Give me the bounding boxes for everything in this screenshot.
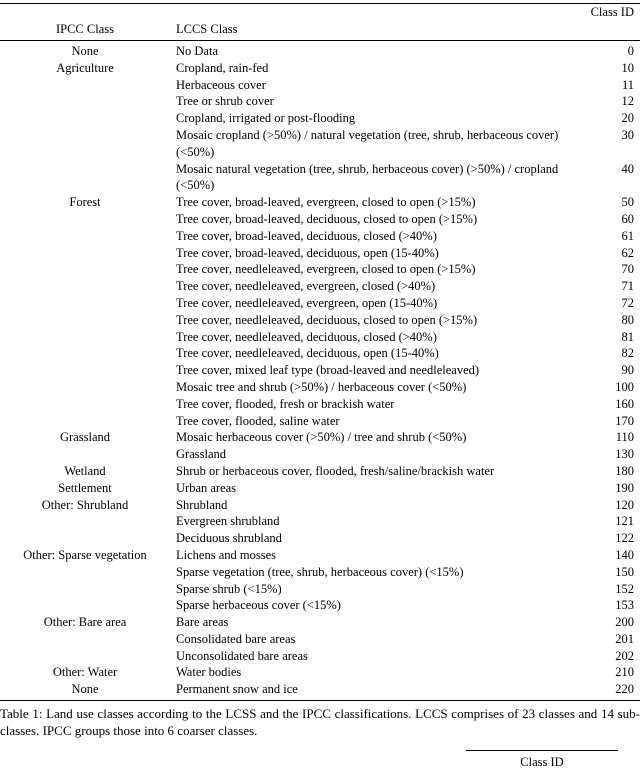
cell-ipcc-class [0, 597, 170, 614]
cell-ipcc-class: Forest [69, 195, 101, 210]
cell-lccs-class: Evergreen shrubland [176, 514, 280, 529]
cell-lccs-class: Permanent snow and ice [170, 681, 575, 700]
table-row [0, 581, 640, 598]
table-row [0, 547, 640, 564]
table-row [0, 345, 640, 362]
header-row-top [0, 4, 640, 22]
cell-class-id: 121 [615, 514, 634, 529]
cell-class-id: 40 [621, 161, 634, 176]
cell-class-id: 0 [627, 44, 634, 58]
cell-lccs-class: Lichens and mosses [176, 547, 276, 562]
cell-ipcc-class: Grassland [60, 430, 110, 445]
table-row [0, 110, 640, 127]
header-ipcc-class: IPCC Class [0, 21, 170, 41]
cell-ipcc-class [0, 631, 170, 648]
table-row [0, 664, 640, 681]
cell-class-id: 200 [615, 615, 634, 630]
next-table-partial [466, 750, 618, 768]
cell-ipcc-class [0, 530, 170, 547]
cell-lccs-class: Tree cover, needleleaved, evergreen, closed (>40%) [176, 279, 436, 294]
cell-ipcc-class [0, 379, 170, 396]
cell-class-id: 50 [621, 195, 634, 210]
table-row [0, 362, 640, 379]
cell-ipcc-class: None [0, 681, 170, 700]
cell-ipcc-class [0, 648, 170, 665]
cell-lccs-class: Deciduous shrubland [176, 531, 282, 546]
table-row [0, 497, 640, 514]
cell-class-id: 201 [615, 631, 634, 646]
cell-lccs-class: Mosaic natural vegetation (tree, shrub, herbaceous cover) (>50%) / cropland (<50%) [176, 161, 559, 193]
cell-ipcc-class [0, 345, 170, 362]
cell-class-id: 11 [621, 77, 634, 92]
table-row [0, 429, 640, 446]
cell-class-id: 160 [615, 396, 634, 411]
cell-lccs-class: Unconsolidated bare areas [176, 648, 308, 663]
cell-ipcc-class: Other: Bare area [43, 615, 127, 630]
cell-class-id: 62 [621, 245, 634, 260]
table-row [0, 513, 640, 530]
table-row [0, 530, 640, 547]
cell-ipcc-class [0, 413, 170, 430]
cell-lccs-class: Tree cover, flooded, saline water [176, 413, 340, 428]
cell-lccs-class: Tree cover, needleleaved, evergreen, closed to open (>15%) [176, 262, 476, 277]
cell-ipcc-class [0, 362, 170, 379]
table-row [0, 480, 640, 497]
cell-lccs-class: Mosaic cropland (>50%) / natural vegetation (tree, shrub, herbaceous cover) (<50%) [176, 127, 559, 159]
cell-class-id: 140 [615, 547, 634, 562]
cell-lccs-class: Mosaic tree and shrub (>50%) / herbaceous cover (<50%) [176, 379, 467, 394]
cell-lccs-class: Shrubland [176, 497, 228, 512]
cell-ipcc-class: Wetland [64, 463, 106, 478]
table-row [0, 681, 640, 700]
land-use-classes-table [0, 3, 640, 701]
cell-ipcc-class: Other: Water [52, 665, 118, 680]
cell-lccs-class: Tree cover, needleleaved, evergreen, open (15-40%) [176, 295, 438, 310]
cell-ipcc-class [0, 211, 170, 228]
header-lccs-class: LCCS Class [170, 21, 575, 41]
cell-class-id: 30 [621, 127, 634, 142]
table-row [0, 194, 640, 211]
table-row [0, 614, 640, 631]
header-row-bottom [0, 21, 640, 41]
cell-ipcc-class [0, 228, 170, 245]
cell-lccs-class: Sparse vegetation (tree, shrub, herbaceous cover) (<15%) [176, 564, 464, 579]
cell-class-id: 61 [621, 228, 634, 243]
cell-lccs-class: Herbaceous cover [176, 77, 266, 92]
table-row [0, 278, 640, 295]
cell-lccs-class: Shrub or herbaceous cover, flooded, fresh/saline/brackish water [176, 463, 495, 478]
cell-lccs-class: Sparse herbaceous cover (<15%) [176, 598, 341, 613]
cell-lccs-class: Grassland [176, 447, 226, 462]
table-row [0, 245, 640, 262]
cell-lccs-class: Bare areas [176, 615, 229, 630]
cell-ipcc-class [0, 161, 170, 195]
cell-lccs-class: Cropland, irrigated or post-flooding [176, 111, 356, 126]
table-caption: Table 1: Land use classes according to the LCSS and the IPCC classifications. LCCS comprises of 23 classes and 14 sub-classes. IPCC groups those into 6 coarser classes. [0, 706, 640, 739]
cell-class-id: 170 [615, 413, 634, 428]
cell-class-id: 72 [621, 295, 634, 310]
cell-lccs-class: Tree cover, flooded, fresh or brackish water [176, 396, 395, 411]
table-row [0, 127, 640, 161]
cell-lccs-class: Cropland, rain-fed [176, 60, 269, 75]
table-row [0, 648, 640, 665]
cell-class-id: 10 [621, 60, 634, 75]
cell-lccs-class: Mosaic herbaceous cover (>50%) / tree and shrub (<50%) [176, 430, 467, 445]
table-row [0, 261, 640, 278]
cell-class-id: 80 [621, 312, 634, 327]
cell-ipcc-class [0, 312, 170, 329]
cell-lccs-class: Tree cover, needleleaved, deciduous, closed (>40%) [176, 329, 437, 344]
cell-ipcc-class [0, 77, 170, 94]
cell-lccs-class: Tree cover, needleleaved, deciduous, open (15-40%) [176, 346, 439, 361]
cell-class-id: 100 [615, 379, 634, 394]
table-row [0, 228, 640, 245]
cell-class-id: 150 [615, 564, 634, 579]
cell-lccs-class: Tree cover, broad-leaved, deciduous, closed (>40%) [176, 228, 437, 243]
cell-lccs-class: Water bodies [176, 665, 242, 680]
table-row [0, 446, 640, 463]
table-row [0, 379, 640, 396]
cell-class-id: 90 [621, 363, 634, 378]
cell-class-id: 220 [575, 681, 640, 700]
cell-ipcc-class [0, 127, 170, 161]
header-class-id: Class ID [590, 5, 634, 19]
cell-ipcc-class [0, 513, 170, 530]
table-row [0, 631, 640, 648]
cell-lccs-class: Tree cover, broad-leaved, deciduous, open (15-40%) [176, 245, 439, 260]
cell-class-id: 110 [615, 430, 634, 445]
table-header [0, 4, 640, 41]
table-row [0, 463, 640, 480]
table-row [0, 312, 640, 329]
table-row [0, 413, 640, 430]
table-row [0, 211, 640, 228]
cell-ipcc-class: None [71, 44, 99, 58]
cell-ipcc-class [0, 446, 170, 463]
cell-ipcc-class [0, 110, 170, 127]
cell-lccs-class: Tree cover, needleleaved, deciduous, closed to open (>15%) [176, 312, 478, 327]
cell-class-id: 60 [621, 211, 634, 226]
cell-lccs-class: Consolidated bare areas [176, 631, 296, 646]
cell-class-id: 152 [615, 581, 634, 596]
cell-ipcc-class: Other: Sparse vegetation [23, 547, 147, 562]
cell-class-id: 81 [621, 329, 634, 344]
next-table-class-id-header: Class ID [520, 755, 564, 768]
cell-ipcc-class [0, 564, 170, 581]
cell-ipcc-class [0, 295, 170, 312]
cell-class-id: 120 [615, 497, 634, 512]
cell-ipcc-class [0, 396, 170, 413]
cell-lccs-class: Urban areas [176, 480, 237, 495]
table-row [0, 161, 640, 195]
table-row [0, 396, 640, 413]
cell-ipcc-class [0, 581, 170, 598]
cell-lccs-class: Tree cover, broad-leaved, deciduous, closed to open (>15%) [176, 211, 478, 226]
cell-class-id: 71 [621, 279, 634, 294]
cell-ipcc-class: Settlement [58, 480, 112, 495]
cell-class-id: 190 [615, 480, 634, 495]
table-row [0, 295, 640, 312]
table-row [0, 93, 640, 110]
cell-lccs-class: Sparse shrub (<15%) [176, 581, 282, 596]
cell-lccs-class: Tree cover, mixed leaf type (broad-leaved and needleleaved) [176, 363, 480, 378]
table-row [0, 329, 640, 346]
cell-class-id: 153 [615, 598, 634, 613]
table-row [0, 77, 640, 94]
cell-ipcc-class: Other: Shrubland [41, 497, 129, 512]
cell-lccs-class: Tree cover, broad-leaved, evergreen, closed to open (>15%) [176, 195, 476, 210]
cell-class-id: 12 [621, 94, 634, 109]
table-body [0, 41, 640, 701]
cell-ipcc-class [0, 278, 170, 295]
cell-class-id: 130 [615, 447, 634, 462]
cell-class-id: 20 [621, 111, 634, 126]
cell-ipcc-class [0, 329, 170, 346]
cell-class-id: 82 [621, 346, 634, 361]
cell-ipcc-class [0, 93, 170, 110]
table-row [0, 564, 640, 581]
cell-lccs-class: No Data [176, 44, 218, 58]
cell-ipcc-class: Agriculture [56, 60, 114, 75]
cell-class-id: 210 [615, 665, 634, 680]
cell-class-id: 202 [615, 648, 634, 663]
table-row [0, 60, 640, 77]
cell-class-id: 122 [615, 531, 634, 546]
table-row [0, 597, 640, 614]
cell-class-id: 70 [621, 262, 634, 277]
cell-ipcc-class [0, 261, 170, 278]
table-row [0, 41, 640, 60]
cell-lccs-class: Tree or shrub cover [176, 94, 274, 109]
cell-ipcc-class [0, 245, 170, 262]
cell-class-id: 180 [615, 463, 634, 478]
